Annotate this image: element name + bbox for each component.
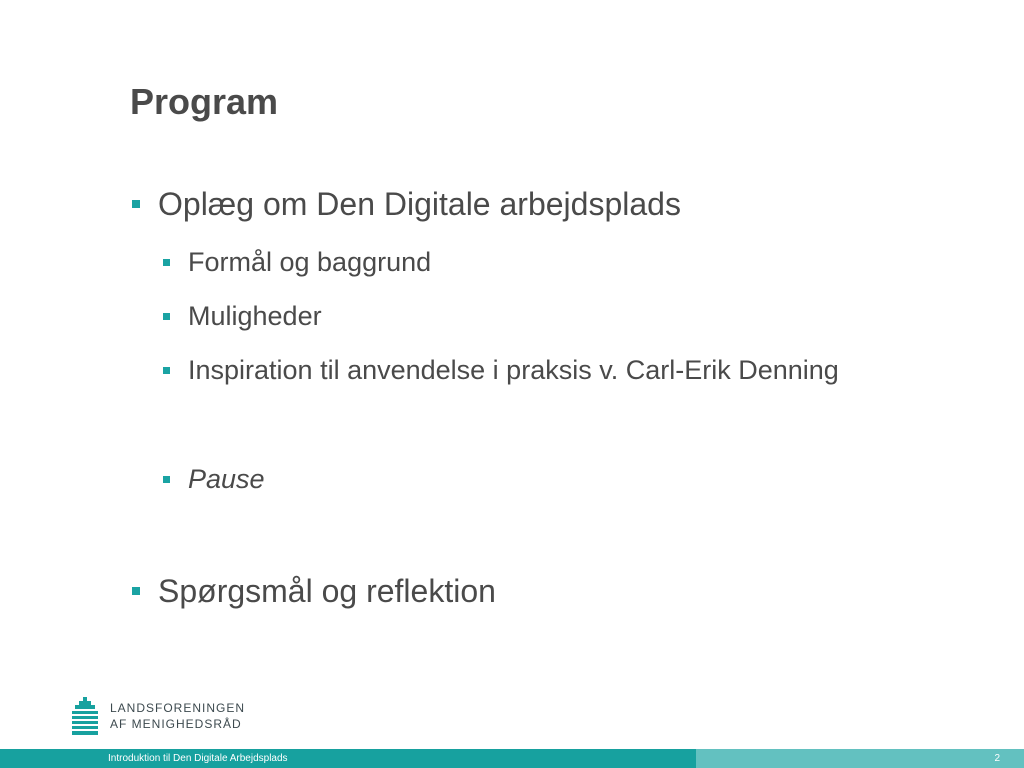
footer-right-band bbox=[696, 749, 1024, 768]
bullet-item-level2 bbox=[163, 462, 265, 496]
slide-title: Program bbox=[130, 81, 279, 122]
square-bullet-icon bbox=[132, 200, 140, 208]
footer-bar bbox=[0, 749, 1024, 768]
logo-line-1: LANDSFORENINGEN bbox=[110, 701, 246, 715]
bullet-text: Spørgsmål og reflektion bbox=[158, 573, 496, 609]
page-number: 2 bbox=[994, 753, 1000, 764]
bullet-text: Muligheder bbox=[188, 301, 322, 331]
organization-logo bbox=[72, 697, 245, 735]
bullet-text: Inspiration til anvendelse i praksis v. Carl-Erik Denning bbox=[188, 355, 839, 385]
square-bullet-icon bbox=[163, 367, 170, 374]
bullet-item-level1 bbox=[132, 571, 496, 611]
square-bullet-icon bbox=[163, 476, 170, 483]
bullet-item-level2 bbox=[163, 299, 322, 333]
footer-title: Introduktion til Den Digitale Arbejdsplads bbox=[108, 753, 288, 764]
church-building-icon bbox=[72, 697, 98, 735]
square-bullet-icon bbox=[132, 587, 140, 595]
logo-wordmark bbox=[110, 700, 245, 732]
logo-line-2: AF MENIGHEDSRÅD bbox=[110, 717, 242, 731]
bullet-item-level2 bbox=[163, 353, 839, 387]
square-bullet-icon bbox=[163, 259, 170, 266]
square-bullet-icon bbox=[163, 313, 170, 320]
bullet-item-level1 bbox=[132, 184, 681, 224]
bullet-text: Pause bbox=[188, 464, 265, 494]
bullet-text: Formål og baggrund bbox=[188, 247, 432, 277]
bullet-text: Oplæg om Den Digitale arbejdsplads bbox=[158, 186, 681, 222]
bullet-item-level2 bbox=[163, 245, 431, 279]
footer-left-band bbox=[0, 749, 696, 768]
